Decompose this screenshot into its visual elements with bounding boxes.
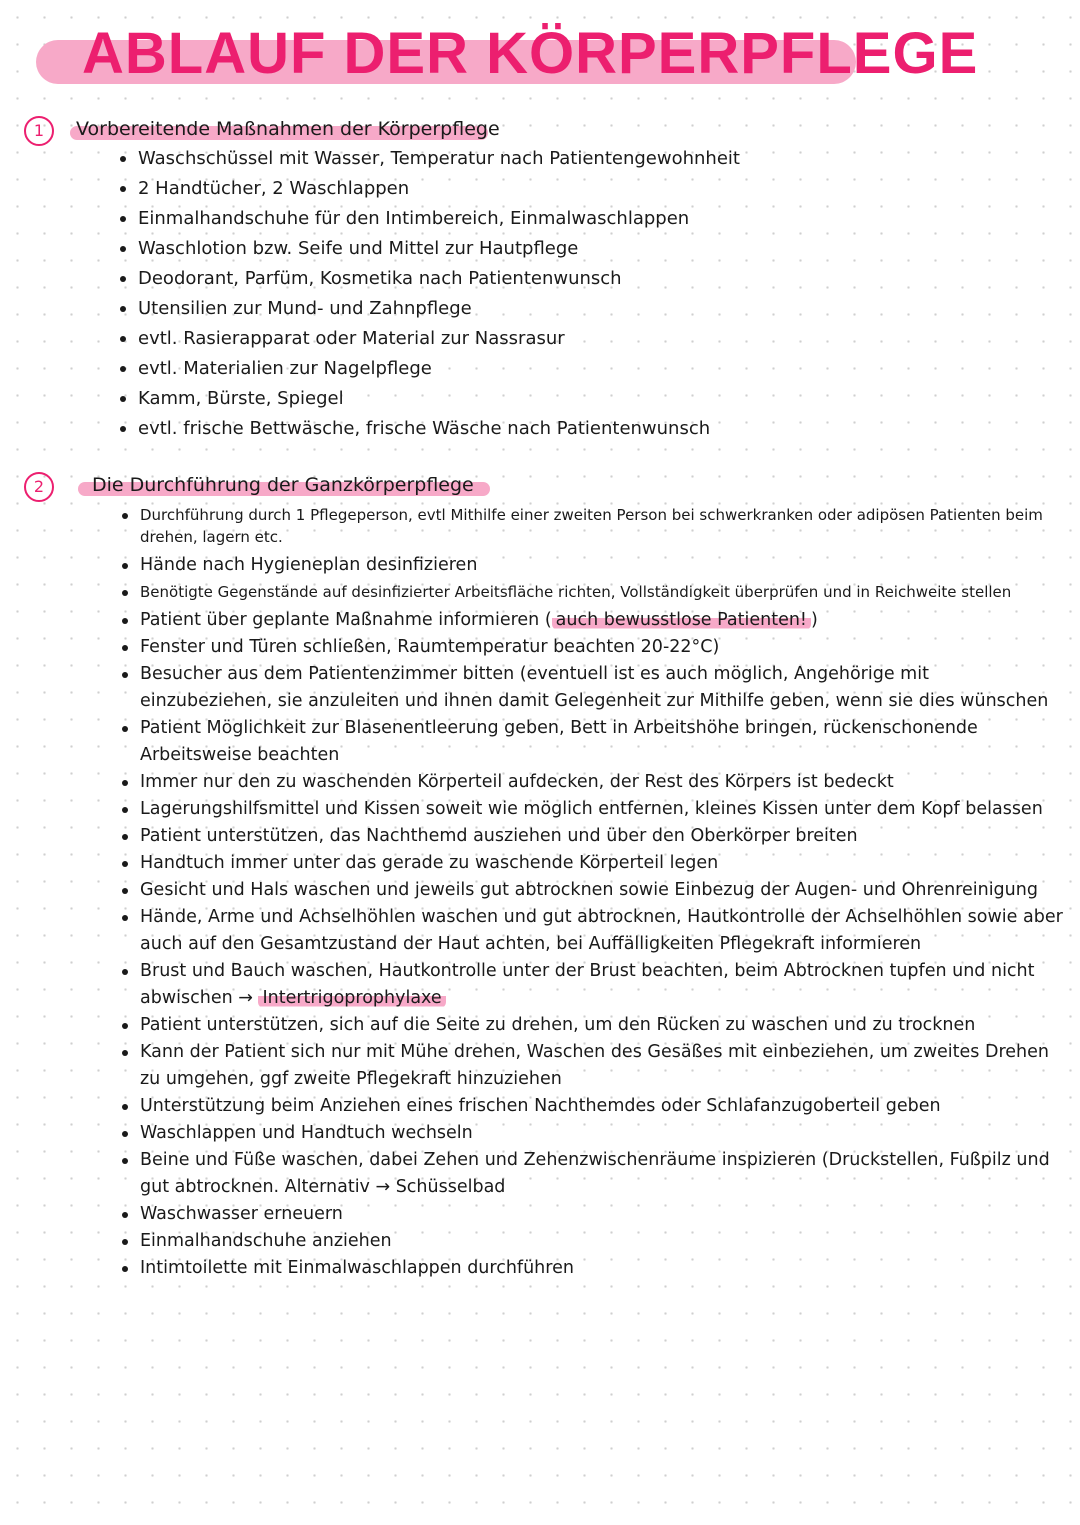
procedure-list — [120, 502, 1065, 1282]
list-item: Patient Möglichkeit zur Blasenentleerung geben, Bett in Arbeitshöhe bringen, rückenschonende Arbeitsweise beachten — [120, 715, 1065, 769]
list-item: Einmalhandschuhe anziehen — [120, 1228, 1065, 1255]
list-item: Durchführung durch 1 Pflegeperson, evtl Mithilfe einer zweiten Person bei schwerkranken oder adipösen Patienten beim drehen, lagern etc. — [120, 502, 1065, 552]
list-item: Waschschüssel mit Wasser, Temperatur nach Patientengewohnheit — [118, 144, 998, 174]
list-item: Lagerungshilfsmittel und Kissen soweit wie möglich entfernen, kleines Kissen unter dem Kopf belassen — [120, 796, 1065, 823]
list-item: evtl. Materialien zur Nagelpflege — [118, 354, 998, 384]
list-item: Hände, Arme und Achselhöhlen waschen und gut abtrocknen, Hautkontrolle der Achselhöhlen sowie aber auch auf den Gesamtzustand der Haut achten, bei Auffälligkeiten Pflegekraft informieren — [120, 904, 1065, 958]
preparation-list — [118, 144, 998, 444]
list-item — [120, 958, 1065, 1012]
section-heading-2: Die Durchführung der Ganzkörperpflege — [92, 474, 474, 496]
list-item: Deodorant, Parfüm, Kosmetika nach Patientenwunsch — [118, 264, 998, 294]
list-item: Kann der Patient sich nur mit Mühe drehen, Waschen des Gesäßes mit einbeziehen, um zweites Drehen zu umgehen, ggf zweite Pflegekraft hinzuziehen — [120, 1039, 1065, 1093]
section-heading-1: Vorbereitende Maßnahmen der Körperpflege — [76, 118, 500, 140]
list-item: Patient unterstützen, das Nachthemd ausziehen und über den Oberkörper breiten — [120, 823, 1065, 850]
list-item: Einmalhandschuhe für den Intimbereich, Einmalwaschlappen — [118, 204, 998, 234]
list-item: Intimtoilette mit Einmalwaschlappen durchführen — [120, 1255, 1065, 1282]
page-title: ABLAUF DER KÖRPERPFLEGE — [82, 21, 979, 86]
list-item: Waschlappen und Handtuch wechseln — [120, 1120, 1065, 1147]
list-item: Handtuch immer unter das gerade zu waschende Körperteil legen — [120, 850, 1065, 877]
list-item: Waschlotion bzw. Seife und Mittel zur Hautpflege — [118, 234, 998, 264]
section-number-2: 2 — [24, 472, 54, 502]
list-item: Unterstützung beim Anziehen eines frischen Nachthemdes oder Schlafanzugoberteil geben — [120, 1093, 1065, 1120]
list-item: 2 Handtücher, 2 Waschlappen — [118, 174, 998, 204]
section-number-1: 1 — [24, 116, 54, 146]
list-item: Patient unterstützen, sich auf die Seite zu drehen, um den Rücken zu waschen und zu trocknen — [120, 1012, 1065, 1039]
list-item: Kamm, Bürste, Spiegel — [118, 384, 998, 414]
list-item: Besucher aus dem Patientenzimmer bitten (eventuell ist es auch möglich, Angehörige mit einzubeziehen, sie anzuleiten und ihnen damit Gelegenheit zur Mithilfe geben, wenn sie dies wünschen — [120, 661, 1065, 715]
list-item-text: Brust und Bauch waschen, Hautkontrolle unter der Brust beachten, beim Abtrocknen tupfen und nicht abwischen → — [140, 961, 1035, 1008]
list-item: evtl. frische Bettwäsche, frische Wäsche nach Patientenwunsch — [118, 414, 998, 444]
list-item: Waschwasser erneuern — [120, 1201, 1065, 1228]
list-item: Fenster und Türen schließen, Raumtemperatur beachten 20-22°C) — [120, 634, 1065, 661]
title-block — [36, 14, 979, 94]
list-item: Utensilien zur Mund- und Zahnpflege — [118, 294, 998, 324]
closing-paren: ) — [810, 610, 818, 630]
highlight-intertrigo: Intertrigoprophylaxe — [258, 988, 445, 1008]
highlight-unconscious-patients: auch bewusstlose Patienten! — [552, 610, 811, 630]
list-item: Hände nach Hygieneplan desinfizieren — [120, 552, 1065, 579]
list-item: Gesicht und Hals waschen und jeweils gut abtrocknen sowie Einbezug der Augen- und Ohrenreinigung — [120, 877, 1065, 904]
list-item: Benötigte Gegenstände auf desinfizierter Arbeitsfläche richten, Vollständigkeit überprüfen und in Reichweite stellen — [120, 579, 1065, 607]
list-item — [120, 607, 1065, 634]
list-item: evtl. Rasierapparat oder Material zur Nassrasur — [118, 324, 998, 354]
list-item: Immer nur den zu waschenden Körperteil aufdecken, der Rest des Körpers ist bedeckt — [120, 769, 1065, 796]
list-item-text: Patient über geplante Maßnahme informieren ( — [140, 610, 552, 630]
list-item: Beine und Füße waschen, dabei Zehen und Zehenzwischenräume inspizieren (Druckstellen, Fußpilz und gut abtrocknen. Alternativ → Schüsselbad — [120, 1147, 1065, 1201]
